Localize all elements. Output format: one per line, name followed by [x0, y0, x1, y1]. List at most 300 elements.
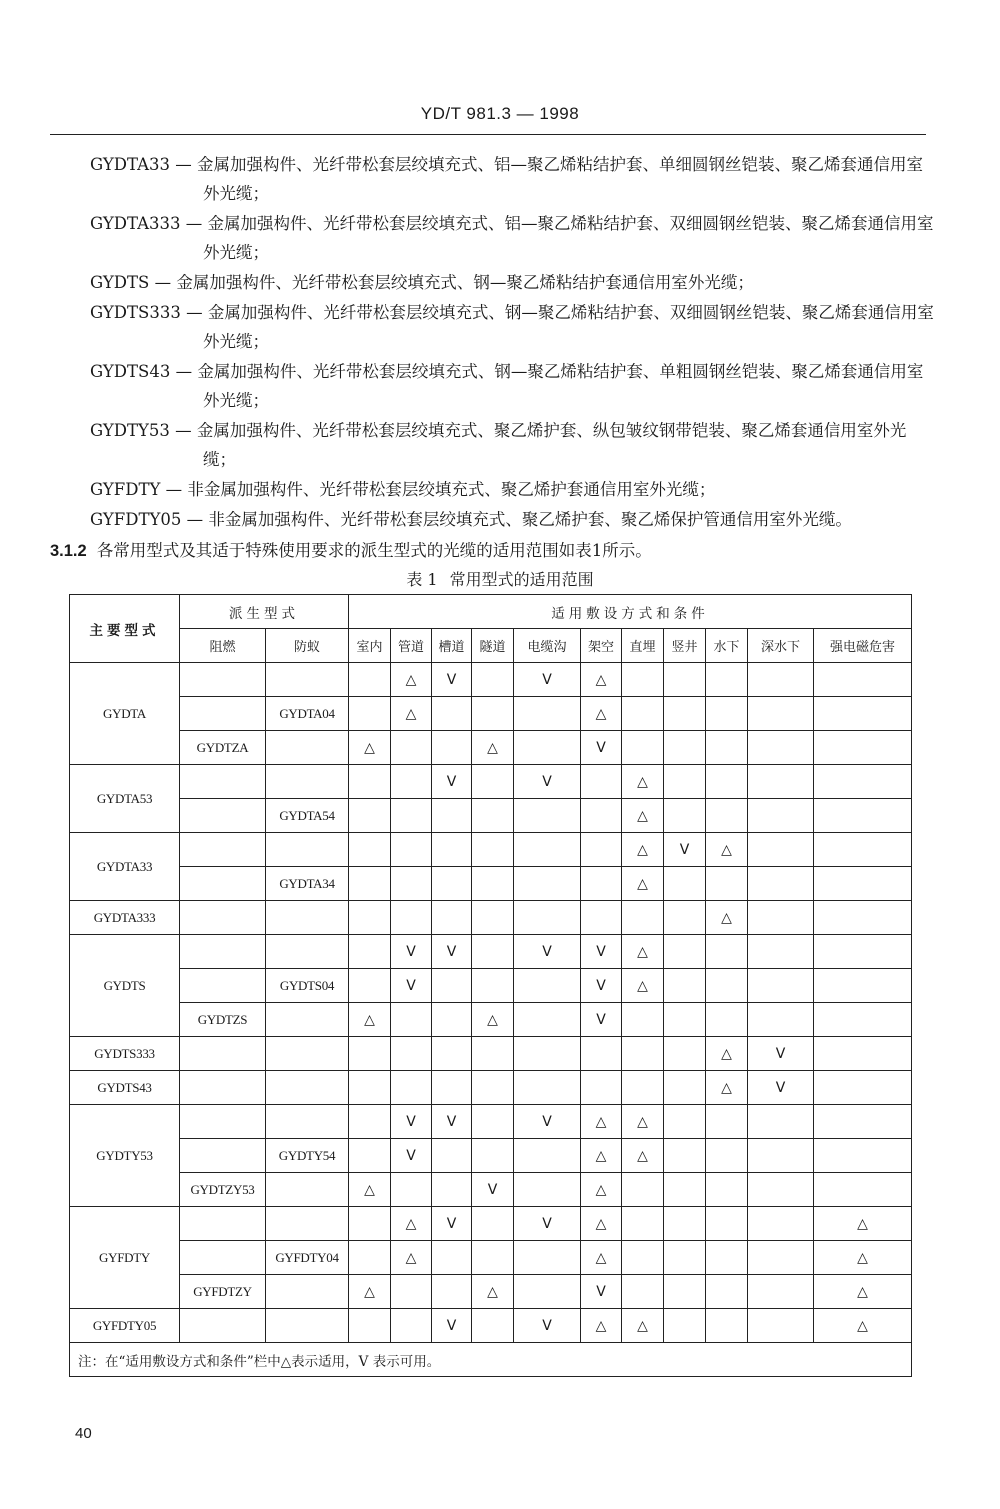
condition-cell: [581, 1071, 622, 1105]
condition-cell: [706, 799, 748, 833]
definition-code: GYDTS333: [90, 303, 181, 322]
condition-cell: [748, 1139, 814, 1173]
condition-cell: [664, 1139, 706, 1173]
header-condition: 槽道: [432, 629, 472, 663]
condition-cell: [432, 1173, 472, 1207]
main-type-cell: GYDTS333: [70, 1037, 180, 1071]
condition-cell: [664, 1241, 706, 1275]
condition-cell: [814, 1037, 912, 1071]
condition-cell: [748, 765, 814, 799]
main-type-cell: GYFDTY: [70, 1207, 180, 1309]
table-row: [70, 867, 912, 901]
condition-cell: [748, 663, 814, 697]
condition-cell: [664, 1207, 706, 1241]
table-row: [70, 969, 912, 1003]
table-row: [70, 731, 912, 765]
condition-cell: [664, 1003, 706, 1037]
condition-cell: V: [514, 1309, 581, 1343]
condition-cell: △: [349, 731, 391, 765]
condition-cell: V: [664, 833, 706, 867]
table-row: [70, 799, 912, 833]
condition-cell: V: [581, 1275, 622, 1309]
termite-proof-cell: GYDTS04: [266, 969, 349, 1003]
termite-proof-cell: [266, 935, 349, 969]
condition-cell: [581, 833, 622, 867]
condition-cell: V: [432, 1309, 472, 1343]
table-note: 注：在“适用敷设方式和条件”栏中△表示适用，V 表示可用。: [70, 1343, 912, 1377]
condition-cell: [706, 1309, 748, 1343]
definition-text: — 金属加强构件、光纤带松套层绞填充式、铝—聚乙烯粘结护套、单细圆钢丝铠装、聚乙烯套通信用室外光缆；: [170, 155, 924, 203]
condition-cell: [622, 1207, 664, 1241]
condition-cell: [514, 1071, 581, 1105]
condition-cell: V: [432, 663, 472, 697]
condition-cell: [622, 663, 664, 697]
condition-cell: [432, 901, 472, 935]
condition-cell: [432, 1037, 472, 1071]
header-condition: 室内: [349, 629, 391, 663]
condition-cell: [472, 935, 514, 969]
condition-cell: [664, 1275, 706, 1309]
condition-cell: △: [472, 731, 514, 765]
header-condition: 竖井: [664, 629, 706, 663]
main-type-cell: GYDTS: [70, 935, 180, 1037]
condition-cell: [814, 867, 912, 901]
definition-code: GYDTS43: [90, 362, 171, 381]
definition-text: — 金属加强构件、光纤带松套层绞填充式、钢—聚乙烯粘结护套通信用室外光缆；: [149, 273, 754, 292]
table-row: [70, 1241, 912, 1275]
condition-cell: [472, 1241, 514, 1275]
condition-cell: [349, 969, 391, 1003]
condition-cell: [472, 1139, 514, 1173]
condition-cell: [664, 1105, 706, 1139]
condition-cell: [391, 867, 432, 901]
termite-proof-cell: [266, 1173, 349, 1207]
condition-cell: V: [391, 969, 432, 1003]
condition-cell: [814, 1071, 912, 1105]
condition-cell: [349, 1037, 391, 1071]
definition-item: [90, 268, 935, 297]
flame-retardant-cell: [180, 765, 266, 799]
table-row: [70, 901, 912, 935]
condition-cell: △: [581, 1207, 622, 1241]
flame-retardant-cell: [180, 833, 266, 867]
condition-cell: △: [391, 1241, 432, 1275]
condition-cell: [622, 1241, 664, 1275]
termite-proof-cell: [266, 1275, 349, 1309]
condition-cell: V: [391, 1139, 432, 1173]
applicability-table: [69, 594, 912, 1377]
condition-cell: [472, 969, 514, 1003]
condition-cell: [349, 833, 391, 867]
condition-cell: [706, 1173, 748, 1207]
condition-cell: [814, 697, 912, 731]
flame-retardant-cell: [180, 1241, 266, 1275]
termite-proof-cell: [266, 1037, 349, 1071]
condition-cell: [514, 1139, 581, 1173]
definition-code: GYDTA33: [90, 155, 171, 174]
condition-cell: [432, 969, 472, 1003]
condition-cell: [664, 1071, 706, 1105]
condition-cell: [814, 1105, 912, 1139]
condition-cell: [664, 731, 706, 765]
condition-cell: [432, 1139, 472, 1173]
main-type-cell: GYDTA333: [70, 901, 180, 935]
header-condition: 直埋: [622, 629, 664, 663]
condition-cell: [748, 1207, 814, 1241]
condition-cell: [814, 833, 912, 867]
condition-cell: △: [622, 1105, 664, 1139]
condition-cell: [514, 697, 581, 731]
condition-cell: [706, 697, 748, 731]
condition-cell: [748, 731, 814, 765]
condition-cell: [748, 697, 814, 731]
header-condition: 架空: [581, 629, 622, 663]
condition-cell: [581, 901, 622, 935]
table-row: [70, 1309, 912, 1343]
condition-cell: [664, 663, 706, 697]
condition-cell: [664, 969, 706, 1003]
condition-cell: △: [622, 1309, 664, 1343]
flame-retardant-cell: [180, 697, 266, 731]
condition-cell: [706, 1207, 748, 1241]
condition-cell: [349, 1139, 391, 1173]
condition-cell: [706, 1105, 748, 1139]
condition-cell: [706, 1241, 748, 1275]
condition-cell: [581, 765, 622, 799]
condition-cell: [349, 1105, 391, 1139]
condition-cell: [706, 663, 748, 697]
table-row: [70, 1139, 912, 1173]
condition-cell: [349, 765, 391, 799]
flame-retardant-cell: GYFDTZY: [180, 1275, 266, 1309]
condition-cell: [814, 901, 912, 935]
condition-cell: [514, 969, 581, 1003]
condition-cell: [748, 1105, 814, 1139]
condition-cell: V: [432, 935, 472, 969]
condition-cell: [432, 1003, 472, 1037]
termite-proof-cell: GYDTA54: [266, 799, 349, 833]
condition-cell: [514, 731, 581, 765]
condition-cell: [706, 867, 748, 901]
condition-cell: V: [514, 765, 581, 799]
condition-cell: [349, 799, 391, 833]
condition-cell: △: [581, 697, 622, 731]
termite-proof-cell: [266, 1105, 349, 1139]
condition-cell: [391, 901, 432, 935]
definition-item: [90, 150, 935, 208]
condition-cell: [391, 1275, 432, 1309]
flame-retardant-cell: [180, 935, 266, 969]
termite-proof-cell: GYDTA04: [266, 697, 349, 731]
condition-cell: [748, 867, 814, 901]
table-row: [70, 1275, 912, 1309]
condition-cell: [432, 1275, 472, 1309]
definition-text: — 金属加强构件、光纤带松套层绞填充式、钢—聚乙烯粘结护套、双细圆钢丝铠装、聚乙烯套通信用室外光缆；: [180, 303, 934, 351]
definition-text: — 金属加强构件、光纤带松套层绞填充式、铝—聚乙烯粘结护套、双细圆钢丝铠装、聚乙烯套通信用室外光缆；: [180, 214, 934, 262]
condition-cell: [472, 1071, 514, 1105]
definition-item: [90, 475, 935, 504]
definition-code: GYDTY53: [90, 421, 170, 440]
condition-cell: V: [581, 1003, 622, 1037]
condition-cell: [664, 1309, 706, 1343]
condition-cell: [814, 935, 912, 969]
condition-cell: [581, 867, 622, 901]
condition-cell: △: [622, 867, 664, 901]
flame-retardant-cell: [180, 1309, 266, 1343]
condition-cell: [664, 1037, 706, 1071]
condition-cell: [814, 799, 912, 833]
flame-retardant-cell: [180, 799, 266, 833]
condition-cell: △: [472, 1275, 514, 1309]
condition-cell: △: [391, 663, 432, 697]
condition-cell: [514, 1173, 581, 1207]
condition-cell: [432, 697, 472, 731]
condition-cell: [706, 765, 748, 799]
page-number: 40: [75, 1425, 92, 1442]
condition-cell: △: [814, 1309, 912, 1343]
condition-cell: [349, 1241, 391, 1275]
definition-item: [90, 357, 935, 415]
condition-cell: △: [581, 1173, 622, 1207]
condition-cell: [748, 969, 814, 1003]
condition-cell: [472, 663, 514, 697]
condition-cell: V: [514, 663, 581, 697]
condition-cell: [432, 867, 472, 901]
condition-cell: [748, 1173, 814, 1207]
flame-retardant-cell: [180, 1207, 266, 1241]
condition-cell: [391, 1309, 432, 1343]
definition-text: — 金属加强构件、光纤带松套层绞填充式、钢—聚乙烯粘结护套、单粗圆钢丝铠装、聚乙烯套通信用室外光缆；: [170, 362, 924, 410]
termite-proof-cell: GYFDTY04: [266, 1241, 349, 1275]
condition-cell: [748, 901, 814, 935]
table-row: [70, 1207, 912, 1241]
condition-cell: [706, 935, 748, 969]
condition-cell: △: [349, 1003, 391, 1037]
termite-proof-cell: GYDTA34: [266, 867, 349, 901]
condition-cell: [472, 799, 514, 833]
condition-cell: [814, 969, 912, 1003]
header-rule: [50, 134, 926, 135]
definitions-list: [90, 150, 935, 535]
condition-cell: [664, 1173, 706, 1207]
condition-cell: [472, 1105, 514, 1139]
condition-cell: [814, 1003, 912, 1037]
condition-cell: [472, 1207, 514, 1241]
condition-cell: [391, 1037, 432, 1071]
condition-cell: △: [581, 663, 622, 697]
condition-cell: V: [748, 1071, 814, 1105]
condition-cell: [432, 1241, 472, 1275]
condition-cell: V: [432, 765, 472, 799]
clause-3-1-2: [50, 537, 930, 561]
condition-cell: △: [622, 935, 664, 969]
condition-cell: [748, 1309, 814, 1343]
clause-number: 3.1.2: [50, 542, 87, 560]
condition-cell: V: [581, 731, 622, 765]
table-row: [70, 1071, 912, 1105]
flame-retardant-cell: [180, 1105, 266, 1139]
table-caption-label: 表 1: [406, 570, 438, 589]
condition-cell: [391, 799, 432, 833]
condition-cell: [622, 731, 664, 765]
header-condition: 水下: [706, 629, 748, 663]
table-row: [70, 833, 912, 867]
condition-cell: [622, 1275, 664, 1309]
condition-cell: [472, 833, 514, 867]
condition-cell: [814, 663, 912, 697]
condition-cell: [349, 697, 391, 731]
condition-cell: △: [814, 1241, 912, 1275]
condition-cell: [622, 901, 664, 935]
definition-text: — 非金属加强构件、光纤带松套层绞填充式、聚乙烯护套通信用室外光缆；: [160, 480, 716, 499]
definition-item: [90, 209, 935, 267]
main-type-cell: GYDTA33: [70, 833, 180, 901]
condition-cell: [391, 1003, 432, 1037]
condition-cell: [472, 901, 514, 935]
condition-cell: [814, 1139, 912, 1173]
condition-cell: [349, 1207, 391, 1241]
condition-cell: V: [391, 935, 432, 969]
termite-proof-cell: [266, 901, 349, 935]
header-main-type: 主要型式: [70, 595, 180, 663]
condition-cell: [706, 1275, 748, 1309]
condition-cell: V: [514, 1207, 581, 1241]
condition-cell: △: [622, 969, 664, 1003]
flame-retardant-cell: [180, 1037, 266, 1071]
condition-cell: V: [581, 969, 622, 1003]
condition-cell: [472, 867, 514, 901]
table-row: [70, 1003, 912, 1037]
condition-cell: [391, 765, 432, 799]
condition-cell: V: [748, 1037, 814, 1071]
condition-cell: [622, 697, 664, 731]
definition-code: GYFDTY: [90, 480, 161, 499]
condition-cell: △: [622, 833, 664, 867]
termite-proof-cell: [266, 1309, 349, 1343]
condition-cell: [514, 799, 581, 833]
condition-cell: [622, 1037, 664, 1071]
condition-cell: V: [514, 935, 581, 969]
condition-cell: [664, 765, 706, 799]
condition-cell: △: [814, 1207, 912, 1241]
header-flame-retardant: 阻燃: [180, 629, 266, 663]
standard-header: YD/T 981.3 — 1998: [420, 104, 580, 123]
header-termite-proof: 防蚁: [266, 629, 349, 663]
flame-retardant-cell: [180, 663, 266, 697]
flame-retardant-cell: GYDTZS: [180, 1003, 266, 1037]
header-condition: 电缆沟: [514, 629, 581, 663]
condition-cell: [432, 731, 472, 765]
condition-cell: [748, 1275, 814, 1309]
header-condition: 深水下: [748, 629, 814, 663]
main-type-cell: GYFDTY05: [70, 1309, 180, 1343]
flame-retardant-cell: GYDTZY53: [180, 1173, 266, 1207]
main-type-cell: GYDTY53: [70, 1105, 180, 1207]
definition-item: [90, 298, 935, 356]
definition-text: — 非金属加强构件、光纤带松套层绞填充式、聚乙烯护套、聚乙烯保护管通信用室外光缆。: [181, 510, 852, 529]
table-row: [70, 935, 912, 969]
definition-text: — 金属加强构件、光纤带松套层绞填充式、聚乙烯护套、纵包皱纹钢带铠装、聚乙烯套通信用室外光缆；: [169, 421, 907, 469]
flame-retardant-cell: GYDTZA: [180, 731, 266, 765]
condition-cell: [748, 1003, 814, 1037]
condition-cell: [514, 1275, 581, 1309]
condition-cell: [706, 731, 748, 765]
table-row: [70, 1105, 912, 1139]
condition-cell: [472, 1309, 514, 1343]
condition-cell: [748, 935, 814, 969]
condition-cell: △: [581, 1105, 622, 1139]
condition-cell: V: [432, 1207, 472, 1241]
condition-cell: △: [349, 1275, 391, 1309]
condition-cell: [472, 1037, 514, 1071]
header-condition: 管道: [391, 629, 432, 663]
condition-cell: △: [622, 765, 664, 799]
condition-cell: [748, 833, 814, 867]
table-row: [70, 765, 912, 799]
definition-item: [90, 416, 935, 474]
condition-cell: △: [622, 799, 664, 833]
condition-cell: △: [472, 1003, 514, 1037]
condition-cell: △: [391, 697, 432, 731]
condition-cell: [349, 867, 391, 901]
condition-cell: [706, 1139, 748, 1173]
condition-cell: [349, 901, 391, 935]
definition-code: GYDTA333: [90, 214, 181, 233]
condition-cell: [664, 697, 706, 731]
condition-cell: [814, 765, 912, 799]
condition-cell: [514, 833, 581, 867]
table-row: [70, 663, 912, 697]
condition-cell: △: [706, 833, 748, 867]
condition-cell: [514, 901, 581, 935]
condition-cell: △: [706, 1037, 748, 1071]
condition-cell: [622, 1071, 664, 1105]
condition-cell: [706, 1003, 748, 1037]
termite-proof-cell: [266, 833, 349, 867]
condition-cell: [814, 1173, 912, 1207]
termite-proof-cell: [266, 1207, 349, 1241]
condition-cell: [622, 1173, 664, 1207]
flame-retardant-cell: [180, 1139, 266, 1173]
condition-cell: [581, 799, 622, 833]
flame-retardant-cell: [180, 1071, 266, 1105]
condition-cell: [664, 867, 706, 901]
condition-cell: [349, 663, 391, 697]
condition-cell: [514, 1241, 581, 1275]
condition-cell: [349, 1071, 391, 1105]
condition-cell: [664, 935, 706, 969]
termite-proof-cell: [266, 663, 349, 697]
termite-proof-cell: [266, 1071, 349, 1105]
table-row: [70, 697, 912, 731]
termite-proof-cell: [266, 731, 349, 765]
condition-cell: [349, 1309, 391, 1343]
condition-cell: [432, 799, 472, 833]
condition-cell: [391, 833, 432, 867]
condition-cell: [432, 1071, 472, 1105]
main-type-cell: GYDTA53: [70, 765, 180, 833]
header-condition: 强电磁危害: [814, 629, 912, 663]
definition-item: [90, 505, 935, 534]
flame-retardant-cell: [180, 901, 266, 935]
condition-cell: [748, 1241, 814, 1275]
condition-cell: [706, 969, 748, 1003]
main-type-cell: GYDTS43: [70, 1071, 180, 1105]
termite-proof-cell: [266, 1003, 349, 1037]
condition-cell: [514, 867, 581, 901]
condition-cell: [349, 935, 391, 969]
condition-cell: △: [706, 901, 748, 935]
